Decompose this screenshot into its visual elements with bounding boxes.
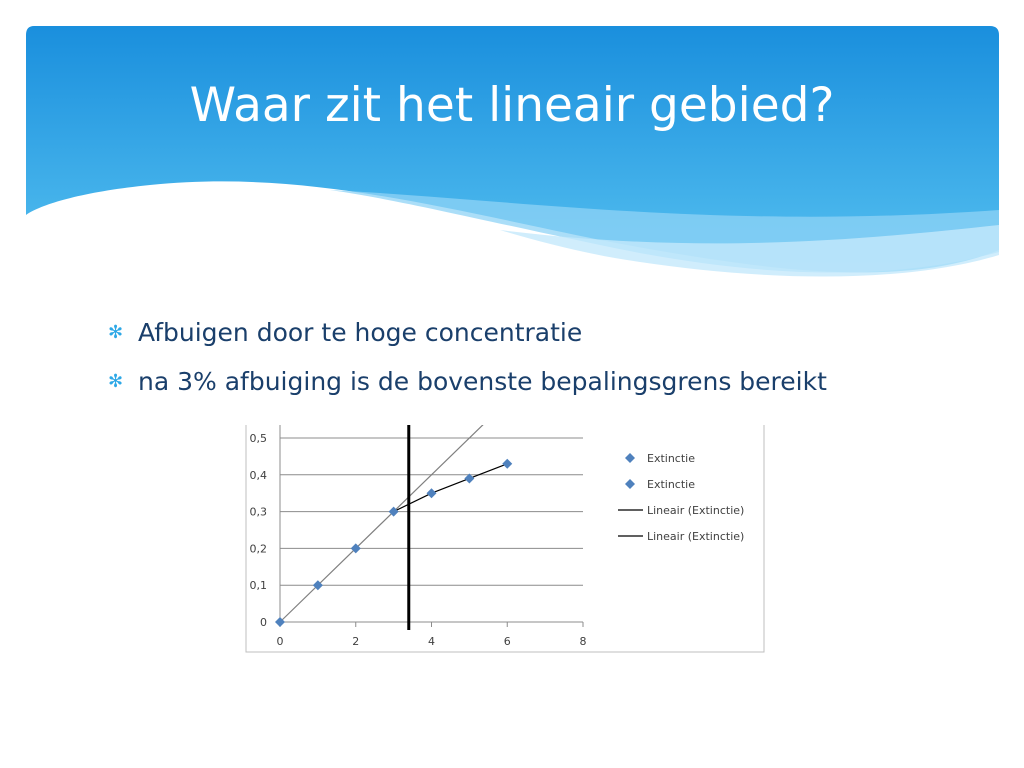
bullet-text: na 3% afbuiging is de bovenste bepalingsgrens bereikt	[138, 367, 827, 396]
legend-label: Extinctie	[647, 452, 695, 465]
series-line	[394, 464, 508, 512]
data-point	[502, 459, 512, 469]
y-tick-label: 0,3	[249, 505, 267, 519]
bullet-text: Afbuigen door te hoge concentratie	[138, 318, 583, 347]
x-tick-label: 0	[276, 635, 284, 648]
x-tick-label: 8	[579, 635, 587, 648]
data-point	[427, 488, 437, 498]
trendline	[280, 420, 488, 622]
y-tick-label: 0,5	[249, 432, 267, 445]
legend-marker	[625, 453, 635, 463]
y-tick-label: 0,4	[249, 468, 267, 482]
x-tick-label: 2	[352, 635, 360, 648]
y-tick-label: 0,1	[249, 579, 267, 593]
asterisk-icon: ✻	[108, 371, 124, 392]
x-tick-label: 4	[428, 635, 435, 648]
slide-title: Waar zit het lineair gebied?	[189, 78, 835, 133]
legend-label: Extinctie	[647, 478, 695, 491]
legend-marker	[625, 479, 635, 489]
asterisk-icon: ✻	[108, 322, 124, 343]
y-tick-label: 0,2	[249, 542, 267, 556]
legend-label: Lineair (Extinctie)	[647, 530, 745, 543]
legend-label: Lineair (Extinctie)	[647, 504, 745, 517]
x-tick-label: 6	[503, 635, 511, 648]
y-tick-label: 0	[260, 616, 267, 629]
